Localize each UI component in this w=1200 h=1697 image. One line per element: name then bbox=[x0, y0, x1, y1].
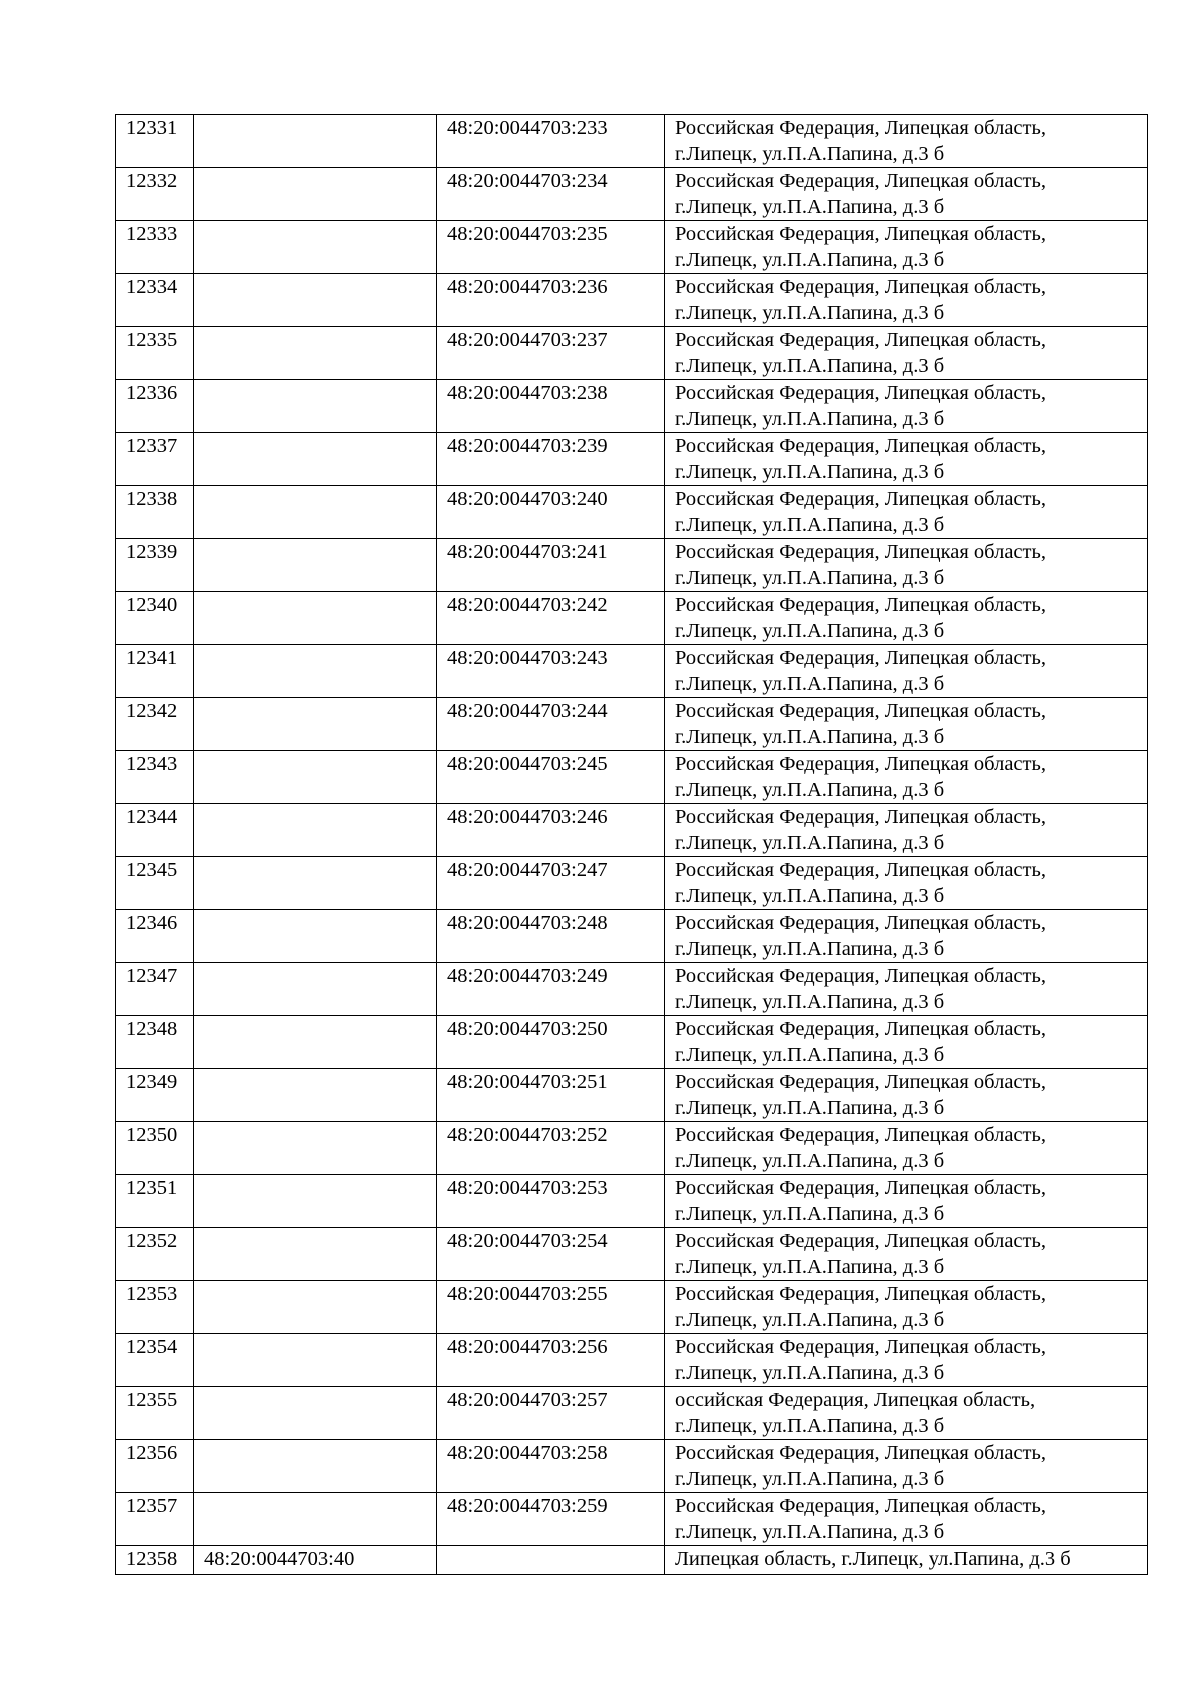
object-cadastral-number-text: 48:20:0044703:258 bbox=[447, 1442, 608, 1464]
address-cell bbox=[665, 1334, 1148, 1387]
address-cell bbox=[665, 645, 1148, 698]
land-cadastral-number-cell bbox=[194, 1069, 437, 1122]
row-number-cell bbox=[116, 804, 194, 857]
row-number-text: 12355 bbox=[126, 1389, 178, 1411]
address-cell bbox=[665, 168, 1148, 221]
address-cell bbox=[665, 857, 1148, 910]
object-cadastral-number-text: 48:20:0044703:253 bbox=[447, 1177, 608, 1199]
row-number-cell bbox=[116, 963, 194, 1016]
row-number-text: 12356 bbox=[126, 1442, 178, 1464]
object-cadastral-number-text: 48:20:0044703:238 bbox=[447, 382, 608, 404]
registry-table-body bbox=[116, 115, 1148, 1575]
object-cadastral-number-cell bbox=[437, 1334, 665, 1387]
object-cadastral-number-text: 48:20:0044703:248 bbox=[447, 912, 608, 934]
object-cadastral-number-text: 48:20:0044703:239 bbox=[447, 435, 608, 457]
address-text: Российская Федерация, Липецкая область, г.Липецк, ул.П.А.Папина, д.3 б bbox=[675, 859, 1046, 907]
object-cadastral-number-text: 48:20:0044703:233 bbox=[447, 117, 608, 139]
object-cadastral-number-cell bbox=[437, 1175, 665, 1228]
object-cadastral-number-text: 48:20:0044703:243 bbox=[447, 647, 608, 669]
address-cell bbox=[665, 1122, 1148, 1175]
object-cadastral-number-cell bbox=[437, 1546, 665, 1575]
row-number-cell bbox=[116, 1175, 194, 1228]
row-number-text: 12336 bbox=[126, 382, 178, 404]
land-cadastral-number-cell bbox=[194, 1493, 437, 1546]
address-cell bbox=[665, 751, 1148, 804]
row-number-cell bbox=[116, 1228, 194, 1281]
row-number-text: 12352 bbox=[126, 1230, 178, 1252]
row-number-cell bbox=[116, 698, 194, 751]
land-cadastral-number-cell bbox=[194, 1281, 437, 1334]
object-cadastral-number-cell bbox=[437, 221, 665, 274]
table-row bbox=[116, 1387, 1148, 1440]
row-number-text: 12333 bbox=[126, 223, 178, 245]
address-cell bbox=[665, 963, 1148, 1016]
row-number-text: 12344 bbox=[126, 806, 178, 828]
table-row bbox=[116, 1334, 1148, 1387]
object-cadastral-number-cell bbox=[437, 1440, 665, 1493]
address-text: Российская Федерация, Липецкая область, г.Липецк, ул.П.А.Папина, д.3 б bbox=[675, 276, 1046, 324]
row-number-text: 12358 bbox=[126, 1548, 178, 1570]
land-cadastral-number-cell bbox=[194, 804, 437, 857]
row-number-cell bbox=[116, 1016, 194, 1069]
land-cadastral-number-cell bbox=[194, 1175, 437, 1228]
object-cadastral-number-text: 48:20:0044703:240 bbox=[447, 488, 608, 510]
address-cell bbox=[665, 804, 1148, 857]
address-text: Российская Федерация, Липецкая область, г.Липецк, ул.П.А.Папина, д.3 б bbox=[675, 1177, 1046, 1225]
object-cadastral-number-cell bbox=[437, 1016, 665, 1069]
address-cell bbox=[665, 1175, 1148, 1228]
table-row bbox=[116, 1016, 1148, 1069]
row-number-text: 12342 bbox=[126, 700, 178, 722]
address-cell bbox=[665, 274, 1148, 327]
row-number-text: 12335 bbox=[126, 329, 178, 351]
object-cadastral-number-text: 48:20:0044703:246 bbox=[447, 806, 608, 828]
land-cadastral-number-cell bbox=[194, 380, 437, 433]
row-number-cell bbox=[116, 539, 194, 592]
row-number-text: 12343 bbox=[126, 753, 178, 775]
address-text: Российская Федерация, Липецкая область, г.Липецк, ул.П.А.Папина, д.3 б bbox=[675, 753, 1046, 801]
row-number-cell bbox=[116, 221, 194, 274]
row-number-cell bbox=[116, 1122, 194, 1175]
object-cadastral-number-cell bbox=[437, 751, 665, 804]
table-row bbox=[116, 274, 1148, 327]
address-text: Российская Федерация, Липецкая область, г.Липецк, ул.П.А.Папина, д.3 б bbox=[675, 329, 1046, 377]
object-cadastral-number-cell bbox=[437, 274, 665, 327]
address-cell bbox=[665, 115, 1148, 168]
object-cadastral-number-cell bbox=[437, 910, 665, 963]
land-cadastral-number-cell bbox=[194, 910, 437, 963]
row-number-cell bbox=[116, 645, 194, 698]
address-text: Российская Федерация, Липецкая область, г.Липецк, ул.П.А.Папина, д.3 б bbox=[675, 1071, 1046, 1119]
row-number-cell bbox=[116, 857, 194, 910]
address-cell bbox=[665, 1016, 1148, 1069]
table-row bbox=[116, 539, 1148, 592]
object-cadastral-number-cell bbox=[437, 486, 665, 539]
address-text: Российская Федерация, Липецкая область, г.Липецк, ул.П.А.Папина, д.3 б bbox=[675, 223, 1046, 271]
object-cadastral-number-cell bbox=[437, 168, 665, 221]
object-cadastral-number-text: 48:20:0044703:236 bbox=[447, 276, 608, 298]
object-cadastral-number-cell bbox=[437, 1493, 665, 1546]
row-number-cell bbox=[116, 910, 194, 963]
object-cadastral-number-text: 48:20:0044703:256 bbox=[447, 1336, 608, 1358]
object-cadastral-number-text: 48:20:0044703:251 bbox=[447, 1071, 608, 1093]
address-cell bbox=[665, 698, 1148, 751]
address-text: Российская Федерация, Липецкая область, г.Липецк, ул.П.А.Папина, д.3 б bbox=[675, 488, 1046, 536]
row-number-cell bbox=[116, 115, 194, 168]
address-cell bbox=[665, 486, 1148, 539]
address-text: Российская Федерация, Липецкая область, г.Липецк, ул.П.А.Папина, д.3 б bbox=[675, 1018, 1046, 1066]
table-row bbox=[116, 910, 1148, 963]
table-row bbox=[116, 115, 1148, 168]
row-number-cell bbox=[116, 592, 194, 645]
address-cell bbox=[665, 539, 1148, 592]
object-cadastral-number-cell bbox=[437, 1281, 665, 1334]
row-number-cell bbox=[116, 1546, 194, 1575]
row-number-cell bbox=[116, 168, 194, 221]
row-number-text: 12347 bbox=[126, 965, 178, 987]
object-cadastral-number-text: 48:20:0044703:241 bbox=[447, 541, 608, 563]
object-cadastral-number-text: 48:20:0044703:255 bbox=[447, 1283, 608, 1305]
address-text: Российская Федерация, Липецкая область, г.Липецк, ул.П.А.Папина, д.3 б bbox=[675, 1124, 1046, 1172]
object-cadastral-number-cell bbox=[437, 1387, 665, 1440]
address-text: Российская Федерация, Липецкая область, г.Липецк, ул.П.А.Папина, д.3 б bbox=[675, 700, 1046, 748]
row-number-cell bbox=[116, 1493, 194, 1546]
row-number-text: 12331 bbox=[126, 117, 178, 139]
row-number-cell bbox=[116, 1440, 194, 1493]
row-number-cell bbox=[116, 1387, 194, 1440]
land-cadastral-number-cell bbox=[194, 1546, 437, 1575]
row-number-text: 12354 bbox=[126, 1336, 178, 1358]
object-cadastral-number-cell bbox=[437, 115, 665, 168]
object-cadastral-number-text: 48:20:0044703:237 bbox=[447, 329, 608, 351]
object-cadastral-number-cell bbox=[437, 592, 665, 645]
land-cadastral-number-cell bbox=[194, 592, 437, 645]
row-number-text: 12350 bbox=[126, 1124, 178, 1146]
row-number-text: 12332 bbox=[126, 170, 178, 192]
table-row bbox=[116, 698, 1148, 751]
land-cadastral-number-cell bbox=[194, 1334, 437, 1387]
address-cell bbox=[665, 380, 1148, 433]
table-row bbox=[116, 1228, 1148, 1281]
land-cadastral-number-cell bbox=[194, 274, 437, 327]
row-number-cell bbox=[116, 1334, 194, 1387]
address-cell bbox=[665, 592, 1148, 645]
object-cadastral-number-cell bbox=[437, 1122, 665, 1175]
object-cadastral-number-text: 48:20:0044703:252 bbox=[447, 1124, 608, 1146]
row-number-text: 12353 bbox=[126, 1283, 178, 1305]
row-number-text: 12339 bbox=[126, 541, 178, 563]
land-cadastral-number-cell bbox=[194, 1440, 437, 1493]
row-number-text: 12345 bbox=[126, 859, 178, 881]
object-cadastral-number-cell bbox=[437, 1069, 665, 1122]
land-cadastral-number-cell bbox=[194, 221, 437, 274]
address-text: Российская Федерация, Липецкая область, г.Липецк, ул.П.А.Папина, д.3 б bbox=[675, 435, 1046, 483]
address-cell bbox=[665, 1387, 1148, 1440]
table-row bbox=[116, 751, 1148, 804]
land-cadastral-number-cell bbox=[194, 486, 437, 539]
address-text: Российская Федерация, Липецкая область, г.Липецк, ул.П.А.Папина, д.3 б bbox=[675, 912, 1046, 960]
table-row bbox=[116, 1175, 1148, 1228]
address-cell bbox=[665, 1440, 1148, 1493]
table-row bbox=[116, 380, 1148, 433]
address-text: Российская Федерация, Липецкая область, г.Липецк, ул.П.А.Папина, д.3 б bbox=[675, 170, 1046, 218]
object-cadastral-number-text: 48:20:0044703:234 bbox=[447, 170, 608, 192]
land-cadastral-number-text: 48:20:0044703:40 bbox=[204, 1548, 355, 1570]
land-cadastral-number-cell bbox=[194, 963, 437, 1016]
land-cadastral-number-cell bbox=[194, 327, 437, 380]
table-row bbox=[116, 963, 1148, 1016]
address-text: Российская Федерация, Липецкая область, г.Липецк, ул.П.А.Папина, д.3 б bbox=[675, 1336, 1046, 1384]
land-cadastral-number-cell bbox=[194, 1016, 437, 1069]
row-number-cell bbox=[116, 433, 194, 486]
row-number-text: 12338 bbox=[126, 488, 178, 510]
land-cadastral-number-cell bbox=[194, 1122, 437, 1175]
object-cadastral-number-text: 48:20:0044703:244 bbox=[447, 700, 608, 722]
address-cell bbox=[665, 221, 1148, 274]
registry-table bbox=[115, 114, 1148, 1575]
table-row bbox=[116, 221, 1148, 274]
table-row bbox=[116, 592, 1148, 645]
address-cell bbox=[665, 1493, 1148, 1546]
land-cadastral-number-cell bbox=[194, 751, 437, 804]
address-cell bbox=[665, 327, 1148, 380]
address-text: Российская Федерация, Липецкая область, г.Липецк, ул.П.А.Папина, д.3 б bbox=[675, 117, 1046, 165]
address-text: Российская Федерация, Липецкая область, г.Липецк, ул.П.А.Папина, д.3 б bbox=[675, 594, 1046, 642]
address-text: Российская Федерация, Липецкая область, г.Липецк, ул.П.А.Папина, д.3 б bbox=[675, 541, 1046, 589]
row-number-cell bbox=[116, 380, 194, 433]
address-text: Российская Федерация, Липецкая область, г.Липецк, ул.П.А.Папина, д.3 б bbox=[675, 806, 1046, 854]
land-cadastral-number-cell bbox=[194, 115, 437, 168]
address-text: Российская Федерация, Липецкая область, г.Липецк, ул.П.А.Папина, д.3 б bbox=[675, 1283, 1046, 1331]
row-number-cell bbox=[116, 1069, 194, 1122]
object-cadastral-number-text: 48:20:0044703:254 bbox=[447, 1230, 608, 1252]
address-text: Российская Федерация, Липецкая область, г.Липецк, ул.П.А.Папина, д.3 б bbox=[675, 1230, 1046, 1278]
object-cadastral-number-cell bbox=[437, 645, 665, 698]
object-cadastral-number-cell bbox=[437, 857, 665, 910]
row-number-text: 12340 bbox=[126, 594, 178, 616]
table-row bbox=[116, 1069, 1148, 1122]
object-cadastral-number-cell bbox=[437, 963, 665, 1016]
table-row bbox=[116, 1281, 1148, 1334]
address-cell bbox=[665, 1228, 1148, 1281]
land-cadastral-number-cell bbox=[194, 539, 437, 592]
address-cell bbox=[665, 1281, 1148, 1334]
table-row bbox=[116, 857, 1148, 910]
row-number-text: 12357 bbox=[126, 1495, 178, 1517]
address-text: Российская Федерация, Липецкая область, г.Липецк, ул.П.А.Папина, д.3 б bbox=[675, 647, 1046, 695]
object-cadastral-number-text: 48:20:0044703:250 bbox=[447, 1018, 608, 1040]
object-cadastral-number-text: 48:20:0044703:235 bbox=[447, 223, 608, 245]
row-number-text: 12348 bbox=[126, 1018, 178, 1040]
object-cadastral-number-text: 48:20:0044703:259 bbox=[447, 1495, 608, 1517]
address-cell bbox=[665, 1546, 1148, 1575]
address-text: Российская Федерация, Липецкая область, г.Липецк, ул.П.А.Папина, д.3 б bbox=[675, 965, 1046, 1013]
table-row bbox=[116, 486, 1148, 539]
row-number-text: 12341 bbox=[126, 647, 178, 669]
row-number-text: 12349 bbox=[126, 1071, 178, 1093]
object-cadastral-number-cell bbox=[437, 804, 665, 857]
object-cadastral-number-cell bbox=[437, 327, 665, 380]
address-cell bbox=[665, 910, 1148, 963]
table-row bbox=[116, 1493, 1148, 1546]
row-number-cell bbox=[116, 274, 194, 327]
table-row bbox=[116, 168, 1148, 221]
table-row bbox=[116, 645, 1148, 698]
land-cadastral-number-cell bbox=[194, 857, 437, 910]
object-cadastral-number-text: 48:20:0044703:247 bbox=[447, 859, 608, 881]
address-text: Российская Федерация, Липецкая область, г.Липецк, ул.П.А.Папина, д.3 б bbox=[675, 1442, 1046, 1490]
land-cadastral-number-cell bbox=[194, 1387, 437, 1440]
table-row bbox=[116, 433, 1148, 486]
object-cadastral-number-text: 48:20:0044703:249 bbox=[447, 965, 608, 987]
row-number-text: 12337 bbox=[126, 435, 178, 457]
object-cadastral-number-cell bbox=[437, 698, 665, 751]
land-cadastral-number-cell bbox=[194, 168, 437, 221]
land-cadastral-number-cell bbox=[194, 698, 437, 751]
address-text: Российская Федерация, Липецкая область, г.Липецк, ул.П.А.Папина, д.3 б bbox=[675, 382, 1046, 430]
land-cadastral-number-cell bbox=[194, 1228, 437, 1281]
row-number-cell bbox=[116, 486, 194, 539]
table-row bbox=[116, 804, 1148, 857]
row-number-text: 12334 bbox=[126, 276, 178, 298]
row-number-text: 12351 bbox=[126, 1177, 178, 1199]
object-cadastral-number-cell bbox=[437, 1228, 665, 1281]
table-row bbox=[116, 1546, 1148, 1575]
table-row bbox=[116, 1440, 1148, 1493]
address-text: Липецкая область, г.Липецк, ул.Папина, д.3 б bbox=[675, 1548, 1071, 1570]
land-cadastral-number-cell bbox=[194, 645, 437, 698]
object-cadastral-number-text: 48:20:0044703:257 bbox=[447, 1389, 608, 1411]
address-cell bbox=[665, 433, 1148, 486]
address-cell bbox=[665, 1069, 1148, 1122]
object-cadastral-number-cell bbox=[437, 539, 665, 592]
row-number-cell bbox=[116, 1281, 194, 1334]
object-cadastral-number-cell bbox=[437, 380, 665, 433]
address-text: Российская Федерация, Липецкая область, г.Липецк, ул.П.А.Папина, д.3 б bbox=[675, 1495, 1046, 1543]
table-row bbox=[116, 1122, 1148, 1175]
object-cadastral-number-cell bbox=[437, 433, 665, 486]
address-text: оссийская Федерация, Липецкая область, г.Липецк, ул.П.А.Папина, д.3 б bbox=[675, 1389, 1036, 1437]
object-cadastral-number-text: 48:20:0044703:242 bbox=[447, 594, 608, 616]
row-number-cell bbox=[116, 327, 194, 380]
row-number-text: 12346 bbox=[126, 912, 178, 934]
land-cadastral-number-cell bbox=[194, 433, 437, 486]
object-cadastral-number-text: 48:20:0044703:245 bbox=[447, 753, 608, 775]
table-row bbox=[116, 327, 1148, 380]
row-number-cell bbox=[116, 751, 194, 804]
